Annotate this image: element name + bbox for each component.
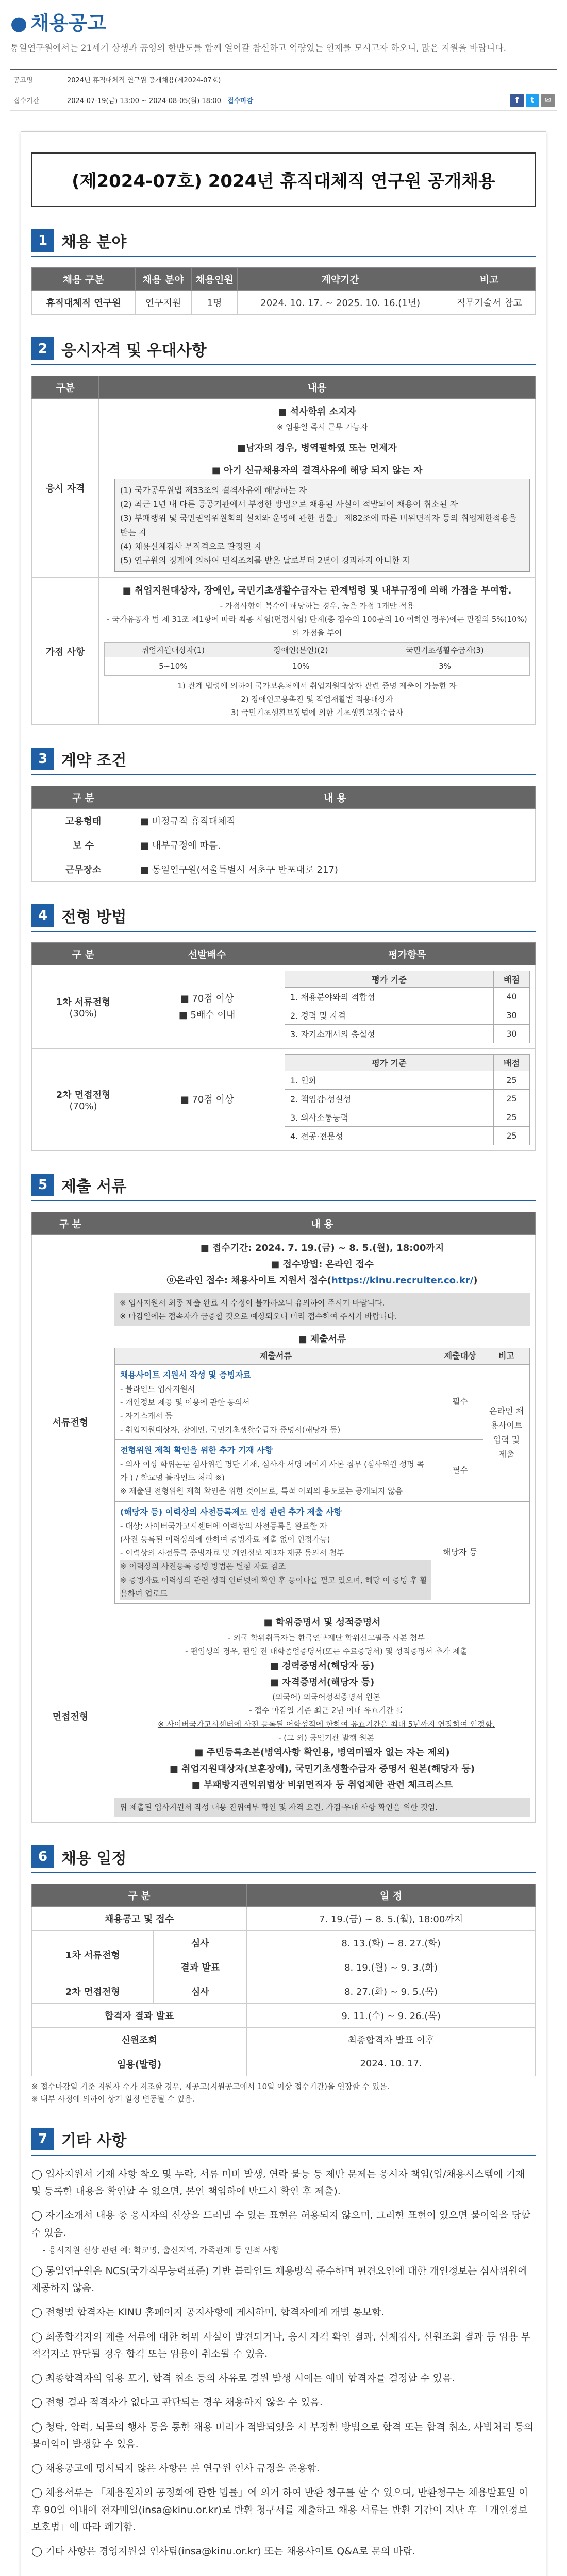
facebook-icon[interactable]: f [510, 94, 524, 107]
cell: 필수 [437, 1439, 483, 1501]
spacer [21, 2567, 546, 2576]
doc-select [135, 965, 279, 1049]
i4: ■ 주민등록초본(병역사항 확인용, 병역미필자 없는 자는 제외) [194, 1747, 450, 1758]
s1: 채용사이트 지원서 작성 및 증빙자료 [120, 1369, 252, 1380]
table-row [32, 1979, 536, 2003]
table-row [32, 2052, 536, 2076]
table-row [32, 399, 536, 578]
list-item: ◯ 기타 사항은 경영지원실 인사팀(insa@kinu.or.kr) 또는 채용사이트 Q&A로 문의 바람. [31, 2546, 415, 2557]
i3d: - (그 외) 공인기관 발행 원본 [278, 1733, 374, 1742]
cell: 8. 27.(화) ~ 9. 5.(목) [247, 1979, 536, 2003]
cell: 1차 서류전형 [32, 1930, 154, 1979]
doc-label: 1차 서류전형 [56, 997, 111, 1008]
s1a: - 블라인드 입사지원서 [120, 1384, 195, 1394]
notice-headline: (제2024-07호) 2024년 휴직대체직 연구원 공개채용 [31, 152, 536, 207]
disqual-item: (2) 최근 1년 내 다른 공공기관에서 부정한 방법으로 채용된 사실이 적발되어 채용이 취소된 자 [120, 499, 458, 510]
sub-doc-3 [115, 1501, 437, 1604]
r3-text: ⓞ온라인 접수: 채용사이트 지원서 접수( [166, 1275, 331, 1286]
cell: 온라인 채용사이트 입력 및 제출 [483, 1364, 530, 1501]
selection-table [31, 942, 536, 1151]
list-item: ◯ 최종합격자의 임용 포기, 합격 취소 등의 사유로 결원 발생 시에는 예비 합격자를 결정할 수 있음. [31, 2372, 455, 2384]
disqual-item: (1) 국가공무원법 제33조의 결격사유에 해당하는 자 [120, 485, 307, 496]
section-number: 7 [31, 2128, 54, 2150]
cell: 필수 [437, 1364, 483, 1439]
th: 배점 [494, 971, 530, 988]
th: 평가 기준 [285, 971, 494, 988]
section-number: 3 [31, 748, 54, 770]
int-pct: (70%) [69, 1101, 97, 1112]
cell: 1. 채용분야와의 적합성 [285, 988, 494, 1006]
i1: ■ 학위증명서 및 성적증명서 [263, 1617, 381, 1629]
meta-subject-value: 2024년 휴직대체직 연구원 공개채용(제2024-07호) [67, 77, 221, 85]
pref-label: 가점 사항 [32, 578, 99, 725]
disqual-item: (5) 연구원의 징계에 의하여 면직조치를 받은 날로부터 2년이 경과하지 아니한 자 [120, 555, 410, 566]
cell: 30 [494, 1025, 530, 1043]
doc-sel2: ■ 5배수 이내 [178, 1009, 236, 1021]
meta-period-wrap [67, 95, 510, 105]
th: 선발배수 [135, 943, 279, 965]
th: 구 분 [32, 786, 135, 809]
doc-eval-cell [279, 965, 536, 1049]
i6: ■ 부패방지권익위법상 비위면직자 등 취업제한 관련 체크리스트 [191, 1780, 453, 1791]
etc-list [31, 2166, 536, 2561]
disqual-item: (4) 채용신체검사 부적격으로 판정된 자 [120, 541, 262, 551]
th: 국민기초생활수급자(3) [360, 643, 529, 657]
bullet-icon: ● [10, 12, 28, 35]
status-badge: 접수마감 [227, 97, 254, 106]
th: 채용 분야 [135, 268, 191, 291]
i3: ■ 자격증명서(해당자 등) [270, 1676, 375, 1688]
i2: ■ 경력증명서(해당자 등) [270, 1660, 375, 1672]
th: 내 용 [135, 786, 536, 809]
section-title: 계약 조건 [61, 752, 127, 770]
list-item: ◯ 채용공고에 명시되지 않은 사항은 본 연구원 인사 규정을 준용함. [31, 2463, 320, 2475]
th: 제출서류 [115, 1348, 437, 1364]
q2: ■남자의 경우, 병역필하였 또는 면제자 [237, 443, 397, 454]
int-eval-cell [279, 1049, 536, 1151]
s3c: - 이력상의 사전등록 증빙자료 및 개인정보 제3자 제공 동의서 첨부 [120, 1548, 344, 1558]
cell: 5~10% [105, 657, 242, 675]
i3a: (외국어) 외국어성적증명서 원본 [272, 1692, 380, 1702]
cell: 25 [494, 1090, 530, 1108]
s3a: - 대상: 사이버국가고시센터에 이력상의 사전등록을 완료한 자 [120, 1521, 327, 1531]
i3c: ※ 사이버국가고시센터에 사전 등록된 어학성적에 한하여 유효기간을 최대 5년까지 연장하여 인정함. [157, 1719, 495, 1729]
doc-pct: (30%) [69, 1008, 97, 1020]
doc-stage-label [32, 965, 135, 1049]
table-row [32, 2003, 536, 2027]
th: 평가항목 [279, 943, 536, 965]
cell: 보 수 [32, 833, 135, 857]
r1: ■ 접수기간: 2024. 7. 19.(금) ~ 8. 5.(월), 18:00까지 [200, 1243, 444, 1254]
sub-docs-table [114, 1348, 530, 1604]
r2: ■ 접수방법: 온라인 접수 [271, 1259, 374, 1270]
section-title: 제출 서류 [61, 1178, 127, 1196]
int-select [135, 1049, 279, 1151]
int-eval-table [285, 1054, 530, 1145]
p1a: - 가점사항이 복수에 해당하는 경우, 높은 가점 1개만 적용 [220, 601, 414, 611]
list-item: ◯ 전형 결과 적격자가 없다고 판단되는 경우 채용하지 않을 수 있음. [31, 2397, 323, 2409]
cell: 4. 전공·전문성 [285, 1127, 494, 1145]
section-1-header [31, 229, 536, 257]
cell: ■ 비정규직 휴직대체직 [135, 809, 536, 833]
cell: 심사 [154, 1930, 247, 1955]
int-stage: 면접전형 [32, 1609, 109, 1823]
s2b: ※ 제출된 전형위원 제척 확인을 위한 것이므로, 특적 이외의 용도로는 공개되지 않음 [120, 1486, 403, 1496]
list-item: ◯ 통일연구원은 NCS(국가직무능력표준) 기반 블라인드 채용방식 준수하며 편견요인에 대한 개인정보는 심사위원에 제공하지 않음. [31, 2265, 527, 2294]
list-item: ◯ 청탁, 압력, 뇌물의 행사 등을 통한 채용 비리가 적발되었을 시 부정한 방법으로 합격 또는 합격 취소, 사법처리 등의 불이익이 발생할 수 있음. [31, 2421, 534, 2450]
table-row [32, 1930, 536, 1955]
sub-title: ■ 제출서류 [298, 1334, 346, 1345]
table-row [32, 809, 536, 833]
list-item: ◯ 자기소개서 내용 중 응시자의 신상을 드러낼 수 있는 표현은 허용되지 않으며, 그러한 표현이 있으면 불이익을 당할 수 있음. [31, 2210, 531, 2239]
section-6-header [31, 1845, 536, 1873]
th: 배점 [494, 1055, 530, 1071]
qual-content [99, 399, 536, 578]
note: ※ 내부 사정에 의하여 상기 일정 변동될 수 있음. [31, 2094, 195, 2104]
cell: 7. 19.(금) ~ 8. 5.(월), 18:00까지 [247, 1906, 536, 1930]
list-item: ◯ 최종합격자의 제출 서류에 대한 허위 사실이 발견되거나, 응시 자격 확인 결과, 신체검사, 신원조회 결과 등 임용 부적격자로 판단될 경우 합격 또는 임용이 취소될 수 있음. [31, 2331, 530, 2360]
cell: 2차 면접전형 [32, 1979, 154, 2003]
cell: 25 [494, 1071, 530, 1090]
section-title: 전형 방법 [61, 908, 127, 927]
s2: 전형위원 제척 확인을 위한 추가 기재 사항 [120, 1445, 273, 1455]
cell: 신원조회 [32, 2027, 247, 2052]
th: 채용인원 [191, 268, 238, 291]
doc-stage: 서류전형 [32, 1235, 109, 1609]
r3 [114, 1273, 530, 1289]
s3d: ※ 이력상의 사전등록 증빙 방법은 별첨 자료 참조 [120, 1560, 431, 1573]
p1: ■ 취업지원대상자, 장애인, 국민기초생활수급자는 관계법령 및 내부규정에 의해 가점을 부여함. [122, 585, 512, 597]
section-title: 채용 분야 [61, 233, 127, 252]
table-row [32, 965, 536, 1049]
th: 평가 기준 [285, 1055, 494, 1071]
cell: 직무기술서 참고 [443, 291, 536, 315]
section-title: 채용 일정 [61, 1849, 127, 1868]
meta-period-row [10, 90, 557, 111]
i3b: - 접수 마감일 기준 최근 2년 이내 유효기간 를 [249, 1706, 404, 1716]
section-3-header [31, 748, 536, 775]
cell: 2024. 10. 17. ~ 2025. 10. 16.(1년) [238, 291, 443, 315]
cell: 3% [360, 657, 529, 675]
qual-label: 응시 자격 [32, 399, 99, 578]
cell: ■ 내부규정에 따름. [135, 833, 536, 857]
th: 비고 [483, 1348, 530, 1364]
q1a: ※ 임용일 즉시 근무 가능자 [276, 422, 368, 432]
cell: 40 [494, 988, 530, 1006]
section-number: 6 [31, 1845, 54, 1868]
section-7-header [31, 2128, 536, 2156]
cell: 휴직대체직 연구원 [32, 291, 136, 315]
table-row [32, 578, 536, 725]
section-number: 2 [31, 337, 54, 360]
s3: (해당자 등) 이력상의 사전등록제도 인정 관련 추가 제출 사항 [120, 1506, 342, 1517]
twitter-icon[interactable]: t [526, 94, 539, 107]
cell: 1. 인화 [285, 1071, 494, 1090]
pref-mini-table [104, 642, 530, 675]
table-row [32, 857, 536, 882]
p-list-item: 1) 관계 법령에 의하여 국가보훈처에서 취업지원대상자 관련 증명 제출이 가능한 자 [177, 681, 457, 690]
cell: 고용형태 [32, 809, 135, 833]
r3-end: ) [473, 1275, 478, 1286]
cell: 임용(발령) [32, 2052, 247, 2076]
table-row [32, 2027, 536, 2052]
table-row [32, 291, 536, 315]
intro-text: 통일연구원에서는 21세기 상생과 공영의 한반도를 함께 열어갈 참신하고 역량있는 인재를 모시고자 하오니, 많은 지원을 바랍니다. [10, 43, 507, 54]
q3: ■ 아기 신규채용자의 결격사유에 해당 되지 않는 자 [211, 465, 423, 476]
cell: 9. 11.(수) ~ 9. 26.(목) [247, 2003, 536, 2027]
section-4-header [31, 904, 536, 932]
p-list-item: 2) 장애인고용촉진 및 직업재활법 적용대상자 [241, 694, 393, 704]
q1: ■ 석사학위 소지자 [278, 406, 356, 418]
table-row [32, 833, 536, 857]
s1d: - 취업지원대상자, 장애인, 국민기초생활수급자 증명서(해당자 등) [120, 1425, 341, 1434]
cell: 3. 의사소통능력 [285, 1108, 494, 1127]
pref-content [99, 578, 536, 725]
cell: 25 [494, 1108, 530, 1127]
page-title [0, 0, 567, 36]
th: 일 정 [247, 1884, 536, 1906]
int-label: 2차 면접전형 [56, 1090, 111, 1101]
cell: 2. 경력 및 자격 [285, 1006, 494, 1025]
doc-sel: ■ 70점 이상 [180, 993, 234, 1005]
sub-doc-1 [115, 1364, 437, 1439]
int-content [109, 1609, 536, 1823]
section-number: 5 [31, 1174, 54, 1196]
cell: 연구지원 [135, 291, 191, 315]
i1b: - 편입생의 경우, 편입 전 대학졸업증명서(또는 수료증명서) 및 성적증명서 추가 제출 [185, 1646, 468, 1656]
cell: 25 [494, 1127, 530, 1145]
th: 제출대상 [437, 1348, 483, 1364]
schedule-notes [31, 2080, 536, 2105]
recruit-site-link[interactable]: https://kinu.recruiter.co.kr/ [331, 1275, 474, 1286]
i1a: - 외국 학위취득자는 한국연구재단 학위신고필증 사본 첨부 [228, 1633, 425, 1642]
meta-subject-label: 공고명 [13, 77, 33, 85]
th: 계약기간 [238, 268, 443, 291]
meta-subject-row [10, 70, 557, 90]
cell: 3. 자기소개서의 충실성 [285, 1025, 494, 1043]
section-number: 1 [31, 229, 54, 252]
r4: ※ 입사지원서 최종 제출 완료 시 수정이 불가하오니 유의하여 주시기 바랍니다. [120, 1298, 385, 1308]
note-bar [114, 1293, 530, 1327]
schedule-table [31, 1884, 536, 2076]
cell: 8. 13.(화) ~ 8. 27.(화) [247, 1930, 536, 1955]
th: 내 용 [109, 1212, 536, 1235]
th: 구분 [32, 376, 99, 399]
cell: 최종합격자 발표 이후 [247, 2027, 536, 2052]
s2a: - 의사 이상 학위논문 심사위원 명단 기재, 심사자 서명 페이지 사본 첨부 (심사위원 성명 쪽가 ) / 학교명 블라인드 처리 ※) [120, 1459, 424, 1483]
cell: 8. 19.(월) ~ 9. 3.(화) [247, 1955, 536, 1979]
th: 내용 [99, 376, 536, 399]
section-title: 기타 사항 [61, 2131, 127, 2150]
table-row [32, 1049, 536, 1151]
s1b: - 개인정보 제공 및 이용에 관한 동의서 [120, 1398, 250, 1408]
mail-icon[interactable]: ✉ [541, 94, 555, 107]
table-row [32, 1235, 536, 1609]
th: 구 분 [32, 943, 135, 965]
cell: 합격자 결과 발표 [32, 2003, 247, 2027]
disqual-box [114, 479, 530, 572]
meta-period-label: 접수기간 [13, 97, 40, 106]
page-title-text: 채용공고 [30, 12, 107, 35]
table-row [32, 1906, 536, 1930]
cell: 해당자 등 [437, 1501, 483, 1604]
th: 장애인(본인)(2) [242, 643, 360, 657]
s3b: (사전 등록된 이력상의에 한하여 증빙자료 제출 없이 인정가능) [120, 1534, 330, 1544]
table-row [32, 1609, 536, 1823]
contract-table [31, 786, 536, 882]
cell: 10% [242, 657, 360, 675]
cell: 결과 발표 [154, 1955, 247, 1979]
cell [483, 1501, 530, 1604]
i5: ■ 취업지원대상자(보훈장애), 국민기초생활수급자 증명서 원본(해당자 등) [169, 1763, 475, 1774]
p-list-item: 3) 국민기초생활보장법에 의한 기초생활보장수급자 [231, 708, 403, 718]
notice-document [21, 131, 546, 2576]
sub-doc-2 [115, 1439, 437, 1501]
th: 구 분 [32, 1884, 247, 1906]
cell: 2. 책임감·성실성 [285, 1090, 494, 1108]
int-sel: ■ 70점 이상 [180, 1094, 234, 1106]
th: 취업지원대상자(1) [105, 643, 242, 657]
list-sub-item: - 응시지원 신상 관련 예: 학교명, 출신지역, 가족관계 등 인적 사항 [43, 2245, 279, 2255]
share-buttons [510, 94, 555, 107]
meta-table [10, 69, 557, 111]
cell: 심사 [154, 1979, 247, 2003]
list-item: ◯ 입사지원서 기재 사항 착오 및 누락, 서류 미비 발생, 연락 불능 등 제반 문제는 응시자 책임(입/채용시스템에 기재 및 등록한 내용을 확인할 수 없으면, 본인 책임하에 반드시 확인 후 제출). [31, 2168, 525, 2197]
list-item: ◯ 전형별 합격자는 KINU 홈페이지 공지사항에 게시하며, 합격자에게 개별 통보함. [31, 2307, 385, 2318]
meta-period-value: 2024-07-19(금) 13:00 ~ 2024-08-05(월) 18:00 [67, 97, 221, 106]
cell: ■ 통일연구원(서울특별시 서초구 반포대로 217) [135, 857, 536, 882]
list-item: ◯ 채용서류는 「채용절차의 공정화에 관한 법률」에 의거 하여 반환 청구를 할 수 있으며, 반환청구는 채용발표일 이후 90일 이내에 전자메일(insa@kinu.or.kr)로 반환 청구서를 제출하고 채용 서류는 반환 기간이 지난 후 「개인정보보호법」에 따라 폐기함. [31, 2487, 528, 2533]
int-stage-label [32, 1049, 135, 1151]
section-number: 4 [31, 904, 54, 927]
section-2-header [31, 337, 536, 365]
cell: 2024. 10. 17. [247, 2052, 536, 2076]
section-title: 응시자격 및 우대사항 [61, 342, 207, 360]
documents-table [31, 1212, 536, 1823]
doc-content [109, 1235, 536, 1609]
cell: 근무장소 [32, 857, 135, 882]
i7: 위 제출된 입사지원서 작성 내용 진위여부 확인 및 자격 요건, 가점·우대 사항 확인을 위한 것임. [114, 1798, 530, 1817]
section-5-header [31, 1174, 536, 1201]
r5: ※ 마감일에는 접속자가 급증할 것으로 예상되오니 미리 접수하여 주시기 바랍니다. [120, 1312, 397, 1321]
cell: 1명 [191, 291, 238, 315]
s1c: - 자기소개서 등 [120, 1411, 173, 1421]
disqual-item: (3) 부패행위 및 국민권익위원회의 설치와 운영에 관한 법률」 제82조에 따른 비위면직자 등의 취업제한적용을 받는 자 [120, 513, 517, 537]
cell: 채용공고 및 접수 [32, 1906, 247, 1930]
note: ※ 접수마감일 기준 지원자 수가 저조할 경우, 재공고(지원공고에서 10일 이상 접수기간)을 연장할 수 있음. [31, 2081, 390, 2091]
th: 채용 구분 [32, 268, 136, 291]
cell: 30 [494, 1006, 530, 1025]
doc-eval-table [285, 971, 530, 1043]
th: 비고 [443, 268, 536, 291]
s3e: ※ 증빙자료 이력상의 관련 성적 인터넷에 확인 후 등이나를 필고 있으며, 해당 이 증빙 후 활용하여 업로드 [120, 1573, 431, 1601]
recruit-field-table [31, 267, 536, 315]
p1b: - 국가유공자 법 제 31조 제1항에 따라 최종 시험(면접시험) 단계(총 점수의 100분의 10 이하인 경우)에는 만점의 5%(10%)의 가점을 부여 [107, 614, 527, 638]
qualification-table [31, 376, 536, 725]
th: 구 분 [32, 1212, 109, 1235]
